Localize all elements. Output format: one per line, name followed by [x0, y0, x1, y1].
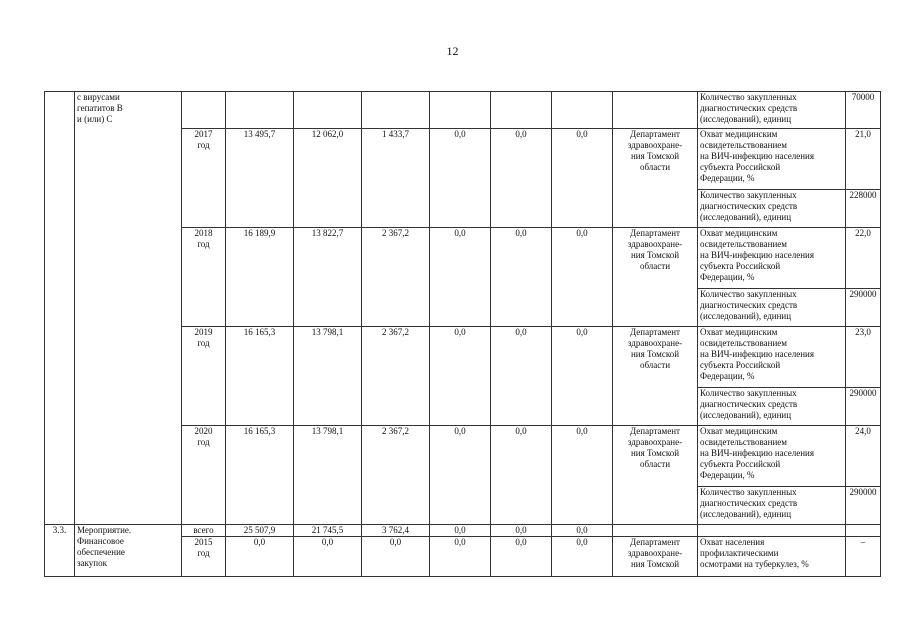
empty-cell — [362, 92, 430, 129]
row2015-total-cell: 0,0 — [226, 537, 294, 577]
row2015-c5-cell: 0,0 — [552, 537, 613, 577]
extra-cell: 0,0 — [552, 129, 613, 228]
extra-cell: 0,0 — [552, 426, 613, 525]
local-cell: 0,0 — [430, 426, 491, 525]
federal-cell: 13 822,7 — [294, 228, 362, 327]
empty-cell — [430, 92, 491, 129]
empty-cell — [613, 92, 698, 129]
year-cell: 2017 год — [182, 129, 226, 228]
program-table — [44, 91, 881, 577]
empty-cell — [552, 92, 613, 129]
executor-cell: Департамент здравоохране- ния Томской области — [613, 327, 698, 426]
regional-cell: 2 367,2 — [362, 426, 430, 525]
indicator-value-cell: 290000 — [846, 289, 881, 327]
total-c1-cell: 21 745,5 — [294, 525, 362, 537]
indicator-value-cell: 70000 — [846, 92, 881, 129]
executor-cell: Департамент здравоохране- ния Томской области — [613, 129, 698, 228]
empty-cell — [613, 525, 698, 537]
indicator-value-cell: 228000 — [846, 190, 881, 228]
total-total-cell: 25 507,9 — [226, 525, 294, 537]
regional-cell: 1 433,7 — [362, 129, 430, 228]
indicator-name-cell: Охват медицинским освидетельствованием на ВИЧ-инфекцию населения субъекта Российской Федерации, % — [698, 228, 846, 289]
federal-cell: 13 798,1 — [294, 426, 362, 525]
indicator-value-cell: 24,0 — [846, 426, 881, 487]
year-cell: 2020 год — [182, 426, 226, 525]
indicator-name-cell: Охват медицинским освидетельствованием на ВИЧ-инфекцию населения субъекта Российской Федерации, % — [698, 129, 846, 190]
item-name-cell: Мероприятие. Финансовое обеспечение закупок — [75, 525, 182, 577]
indicator-value-cell: 21,0 — [846, 129, 881, 190]
total-cell: 16 165,3 — [226, 327, 294, 426]
page-number: 12 — [446, 44, 459, 58]
total-c2-cell: 3 762,4 — [362, 525, 430, 537]
table-row — [45, 525, 881, 537]
other-cell: 0,0 — [491, 327, 552, 426]
federal-cell: 12 062,0 — [294, 129, 362, 228]
other-cell: 0,0 — [491, 129, 552, 228]
indicator-name-cell: Количество закупленных диагностических средств (исследований), единиц — [698, 487, 846, 525]
indicator-value-cell: 23,0 — [846, 327, 881, 388]
total-c3-cell: 0,0 — [430, 525, 491, 537]
item-number-cell: 3.3. — [45, 525, 75, 577]
empty-cell — [182, 92, 226, 129]
row2015-c2-cell: 0,0 — [362, 537, 430, 577]
indicator-name-cell: Количество закупленных диагностических средств (исследований), единиц — [698, 289, 846, 327]
row2015-year-cell: 2015 год — [182, 537, 226, 577]
indicator-name-cell: Количество закупленных диагностических средств (исследований), единиц — [698, 190, 846, 228]
local-cell: 0,0 — [430, 129, 491, 228]
regional-cell: 2 367,2 — [362, 327, 430, 426]
indicator-name-cell: Охват медицинским освидетельствованием на ВИЧ-инфекцию населения субъекта Российской Федерации, % — [698, 426, 846, 487]
empty-cell — [846, 525, 881, 537]
total-year-cell: всего — [182, 525, 226, 537]
indicator-value-cell: 290000 — [846, 487, 881, 525]
regional-cell: 2 367,2 — [362, 228, 430, 327]
other-cell: 0,0 — [491, 228, 552, 327]
total-cell: 13 495,7 — [226, 129, 294, 228]
empty-cell — [226, 92, 294, 129]
indicator-value-cell: – — [846, 537, 881, 577]
executor-cell: Департамент здравоохране- ния Томской области — [613, 426, 698, 525]
total-c5-cell: 0,0 — [552, 525, 613, 537]
row2015-c3-cell: 0,0 — [430, 537, 491, 577]
total-c4-cell: 0,0 — [491, 525, 552, 537]
indicator-name-cell: Количество закупленных диагностических средств (исследований), единиц — [698, 92, 846, 129]
table-row — [45, 92, 881, 129]
year-cell: 2019 год — [182, 327, 226, 426]
item-name-cell: с вирусами гепатитов В и (или) С — [75, 92, 182, 525]
indicator-value-cell: 22,0 — [846, 228, 881, 289]
executor-cell: Департамент здравоохране- ния Томской области — [613, 228, 698, 327]
total-cell: 16 165,3 — [226, 426, 294, 525]
empty-cell — [698, 525, 846, 537]
local-cell: 0,0 — [430, 228, 491, 327]
other-cell: 0,0 — [491, 426, 552, 525]
indicator-name-cell: Охват населения профилактическими осмотрами на туберкулез, % — [698, 537, 846, 577]
indicator-value-cell: 290000 — [846, 388, 881, 426]
local-cell: 0,0 — [430, 327, 491, 426]
empty-cell — [294, 92, 362, 129]
executor-cell: Департамент здравоохране- ния Томской — [613, 537, 698, 577]
indicator-name-cell: Количество закупленных диагностических средств (исследований), единиц — [698, 388, 846, 426]
total-cell: 16 189,9 — [226, 228, 294, 327]
year-cell: 2018 год — [182, 228, 226, 327]
item-number-cell — [45, 92, 75, 525]
indicator-name-cell: Охват медицинским освидетельствованием на ВИЧ-инфекцию населения субъекта Российской Федерации, % — [698, 327, 846, 388]
empty-cell — [491, 92, 552, 129]
row2015-c1-cell: 0,0 — [294, 537, 362, 577]
federal-cell: 13 798,1 — [294, 327, 362, 426]
row2015-c4-cell: 0,0 — [491, 537, 552, 577]
extra-cell: 0,0 — [552, 327, 613, 426]
extra-cell: 0,0 — [552, 228, 613, 327]
